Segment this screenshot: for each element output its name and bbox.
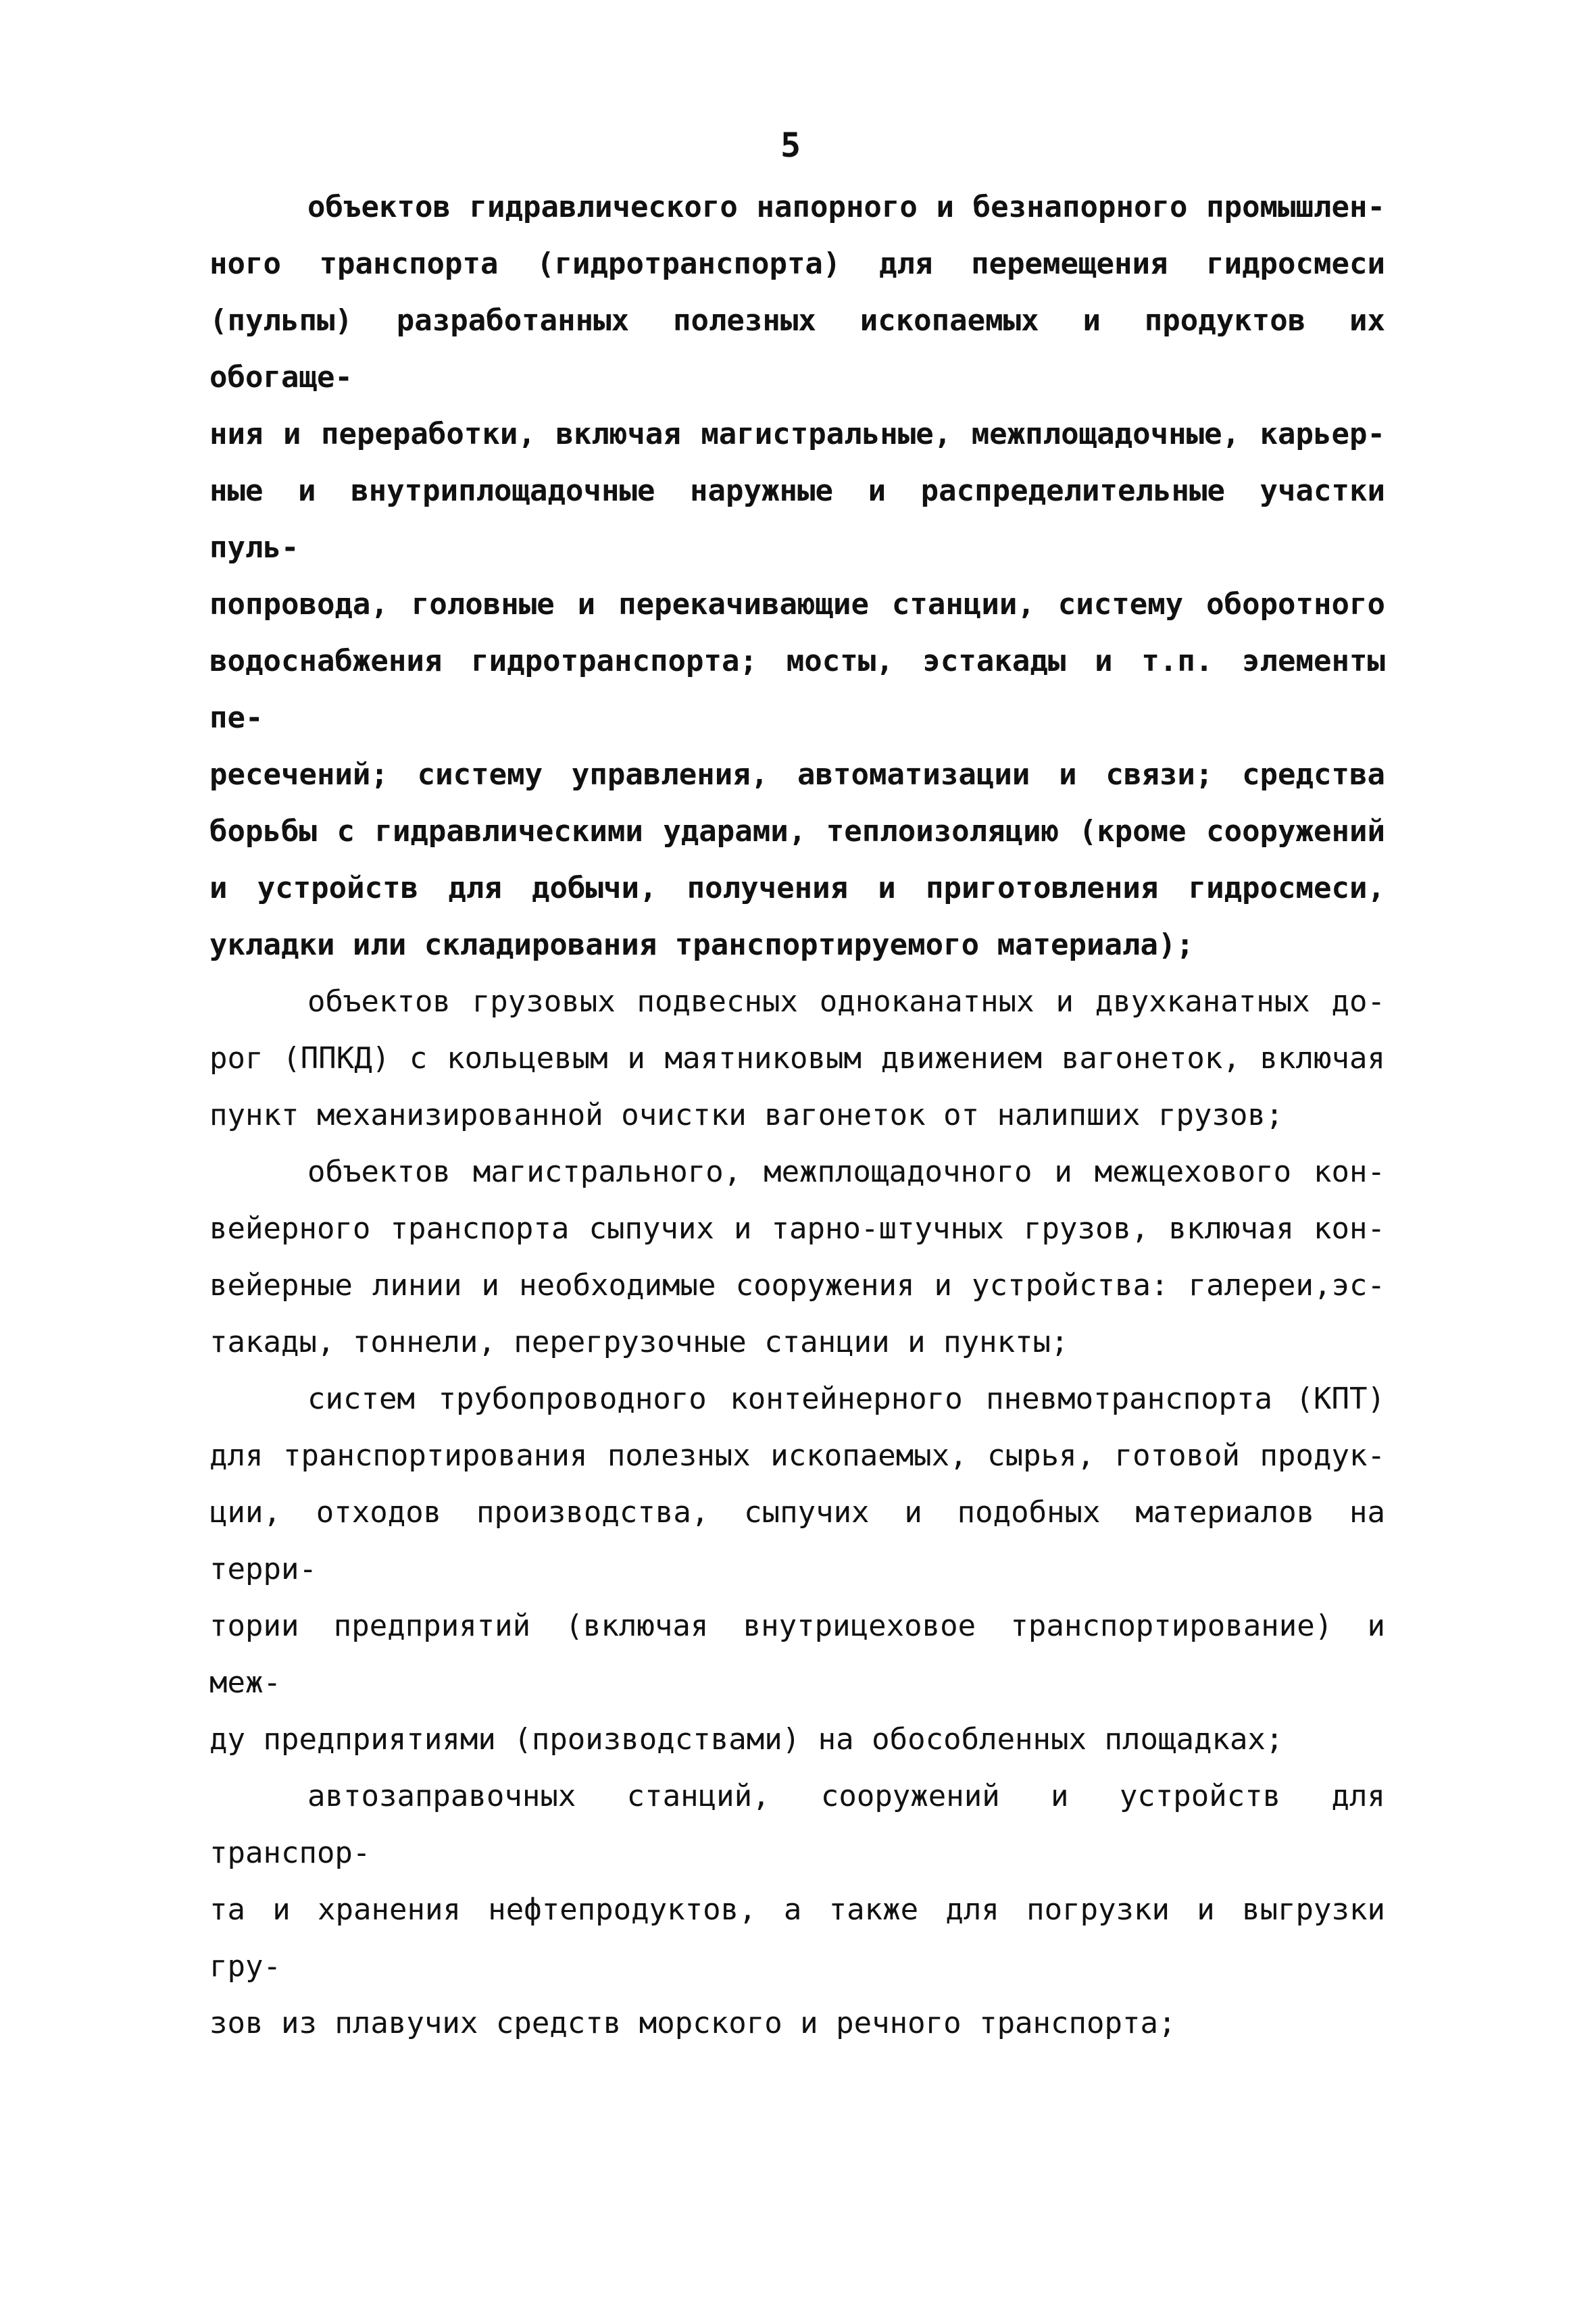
text-line: и устройств для добычи, получения и приготовления гидросмеси, (209, 871, 1385, 905)
text-line: такады, тоннели, перегрузочные станции и пункты; (209, 1325, 1069, 1359)
text-line: ного транспорта (гидротранспорта) для перемещения гидросмеси (209, 247, 1385, 281)
paragraph-cable-roads (209, 974, 1385, 1144)
paragraph-hydrotransport (209, 179, 1385, 974)
text-line: объектов гидравлического напорного и безнапорного промышлен- (307, 190, 1385, 224)
text-line: (пульпы) разработанных полезных ископаемых и продуктов их обогаще- (209, 303, 1385, 395)
text-line: ции, отходов производства, сыпучих и подобных материалов на терри- (209, 1495, 1385, 1586)
text-line: вейерные линии и необходимые сооружения и устройства: галереи,эс- (209, 1268, 1385, 1303)
text-line: борьбы с гидравлическими ударами, теплоизоляцию (кроме сооружений (209, 814, 1385, 849)
paragraph-conveyor-transport (209, 1144, 1385, 1371)
text-line: вейерного транспорта сыпучих и тарно-штучных грузов, включая кон- (209, 1211, 1385, 1246)
text-line: ду предприятиями (производствами) на обособленных площадках; (209, 1722, 1284, 1757)
text-line: ресечений; систему управления, автоматизации и связи; средства (209, 757, 1385, 792)
text-line: пункт механизированной очистки вагонеток от налипших грузов; (209, 1098, 1284, 1132)
text-line: автозаправочных станций, сооружений и устройств для транспор- (209, 1779, 1385, 1870)
text-line: объектов грузовых подвесных одноканатных и двухканатных до- (307, 984, 1385, 1019)
text-line: систем трубопроводного контейнерного пневмотранспорта (КПТ) (307, 1382, 1385, 1416)
text-line: тории предприятий (включая внутрицеховое транспортирование) и меж- (209, 1609, 1385, 1700)
text-line: водоснабжения гидротранспорта; мосты, эстакады и т.п. элементы пе- (209, 644, 1385, 735)
text-line: ные и внутриплощадочные наружные и распределительные участки пуль- (209, 474, 1385, 565)
paragraph-pneumatic-transport (209, 1371, 1385, 1768)
document-body (209, 179, 1385, 2052)
paragraph-fuel-stations (209, 1768, 1385, 2052)
text-line: попровода, головные и перекачивающие станции, систему оборотного (209, 587, 1385, 622)
text-line: укладки или складирования транспортируемого материала); (209, 928, 1194, 962)
text-line: ния и переработки, включая магистральные, межплощадочные, карьер- (209, 417, 1385, 451)
page-number: 5 (780, 126, 801, 165)
text-line: рог (ППКД) с кольцевым и маятниковым движением вагонеток, включая (209, 1041, 1385, 1076)
text-line: зов из плавучих средств морского и речного транспорта; (209, 2006, 1176, 2040)
text-line: объектов магистрального, межплощадочного и межцехового кон- (307, 1155, 1385, 1189)
text-line: для транспортирования полезных ископаемых, сырья, готовой продук- (209, 1438, 1385, 1473)
text-line: та и хранения нефтепродуктов, а также для погрузки и выгрузки гру- (209, 1892, 1385, 1984)
